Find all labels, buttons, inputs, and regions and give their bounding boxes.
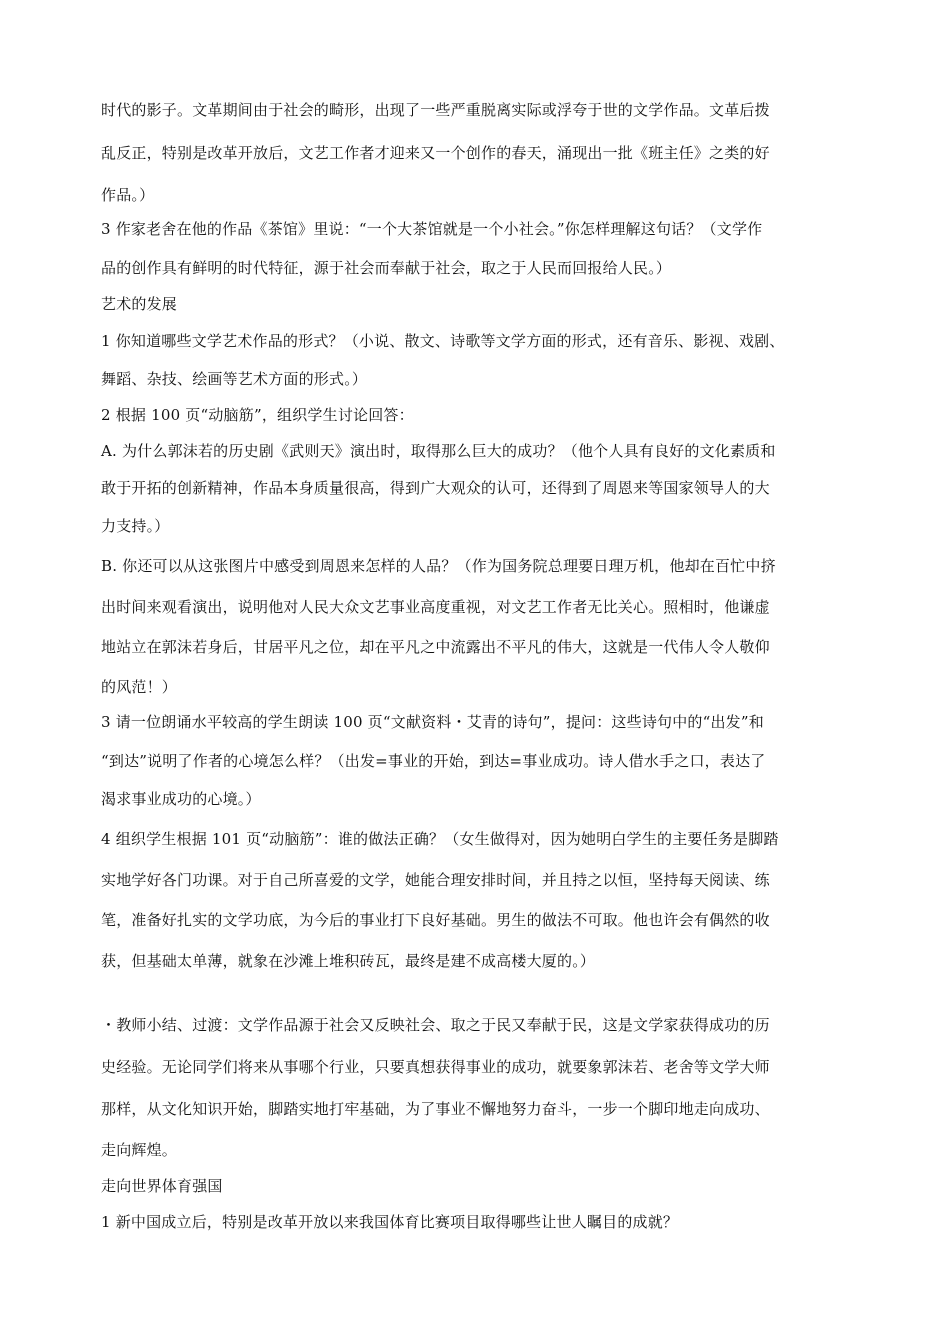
text-line: “到达”说明了作者的心境怎么样？（出发=事业的开始，到达=事业成功。诗人借水手之口，表达了 [101, 752, 766, 770]
text-line: 渴求事业成功的心境。） [101, 790, 261, 808]
text-line: 笔，准备好扎实的文学功底，为今后的事业打下良好基础。男生的做法不可取。他也许会有偶然的收 [101, 911, 770, 929]
text-line: 实地学好各门功课。对于自己所喜爱的文学，她能合理安排时间，并且持之以恒，坚持每天阅读、练 [101, 871, 770, 889]
text-line: 作品。） [101, 186, 155, 204]
text-line: 出时间来观看演出，说明他对人民大众文艺事业高度重视，对文艺工作者无比关心。照相时，他谦虚 [101, 598, 770, 616]
text-line: 地站立在郭沫若身后，甘居平凡之位，却在平凡之中流露出不平凡的伟大，这就是一代伟人令人敬仰 [101, 638, 770, 656]
text-line: 敢于开拓的创新精神，作品本身质量很高，得到广大观众的认可，还得到了周恩来等国家领导人的大 [101, 479, 770, 497]
section-heading: 艺术的发展 [101, 295, 178, 313]
text-line: 3 作家老舍在他的作品《茶馆》里说：“一个大茶馆就是一个小社会。”你怎样理解这句话？（文学作 [101, 220, 763, 238]
summary-line: ・教师小结、过渡：文学作品源于社会又反映社会、取之于民又奉献于民，这是文学家获得成功的历 [101, 1016, 770, 1034]
text-line: 获，但基础太单薄，就象在沙滩上堆积砖瓦，最终是建不成高楼大厦的。） [101, 952, 596, 970]
text-line: 力支持。） [101, 517, 170, 535]
text-line: 那样，从文化知识开始，脚踏实地打牢基础，为了事业不懈地努力奋斗，一步一个脚印地走向成功、 [101, 1100, 770, 1118]
text-line: 2 根据 100 页“动脑筋”，组织学生讨论回答： [101, 406, 414, 424]
text-line: B. 你还可以从这张图片中感受到周恩来怎样的人品？（作为国务院总理要日理万机，他却在百忙中挤 [101, 557, 776, 575]
text-line: 舞蹈、杂技、绘画等艺术方面的形式。） [101, 370, 368, 388]
text-line: 史经验。无论同学们将来从事哪个行业，只要真想获得事业的成功，就要象郭沫若、老舍等文学大师 [101, 1058, 770, 1076]
text-line: 1 你知道哪些文学艺术作品的形式？（小说、散文、诗歌等文学方面的形式，还有音乐、影视、戏剧、 [101, 332, 785, 350]
text-line: 品的创作具有鲜明的时代特征，源于社会而奉献于社会，取之于人民而回报给人民。） [101, 259, 672, 277]
text-line: 4 组织学生根据 101 页“动脑筋”：谁的做法正确？（女生做得对，因为她明白学生的主要任务是脚踏 [101, 830, 779, 848]
text-line: 1 新中国成立后，特别是改革开放以来我国体育比赛项目取得哪些让世人瞩目的成就？ [101, 1213, 679, 1231]
text-line: 的风范！） [101, 678, 178, 696]
text-line: 3 请一位朗诵水平较高的学生朗读 100 页“文献资料・艾青的诗句”，提问：这些诗句中的“出发”和 [101, 713, 764, 731]
text-line: A. 为什么郭沫若的历史剧《武则天》演出时，取得那么巨大的成功？（他个人具有良好的文化素质和 [101, 442, 776, 460]
section-heading: 走向世界体育强国 [101, 1177, 223, 1195]
text-line: 时代的影子。文革期间由于社会的畸形，出现了一些严重脱离实际或浮夸于世的文学作品。文革后拨 [101, 101, 770, 119]
text-line: 走向辉煌。 [101, 1141, 178, 1159]
text-line: 乱反正，特别是改革开放后，文艺工作者才迎来又一个创作的春天，涌现出一批《班主任》之类的好 [101, 144, 770, 162]
